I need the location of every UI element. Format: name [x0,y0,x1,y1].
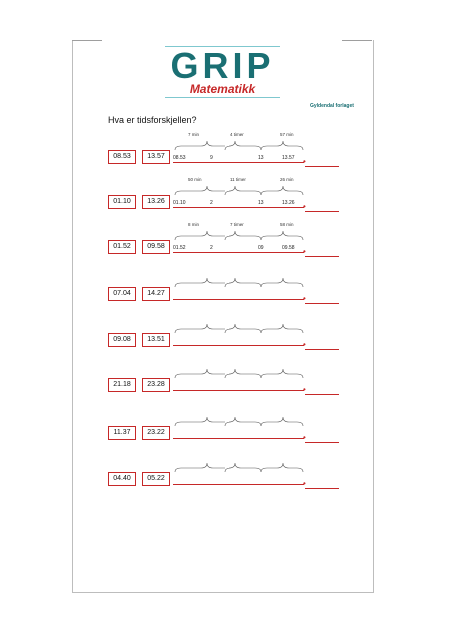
time-braces [173,321,305,339]
timeline [173,299,304,300]
answer-line[interactable] [305,303,339,304]
exercise-row [0,378,455,418]
time-braces [173,460,305,478]
timeline [173,162,304,163]
time-braces [173,183,305,201]
start-time-box: 08.53 [108,150,136,164]
timeline [173,390,304,391]
answer-bullet-icon: • [303,247,306,256]
end-time-box: 23.22 [142,426,170,440]
time-braces [173,366,305,384]
answer-bullet-icon: • [303,294,306,303]
timeline-tick-label: 13 [258,200,264,206]
interval-label: 8 min [188,222,200,227]
brace-group-icon [173,322,305,334]
answer-bullet-icon: • [303,157,306,166]
end-time-box: 09.58 [142,240,170,254]
brace-group-icon [173,415,305,427]
end-time-box: 23.28 [142,378,170,392]
timeline [173,438,304,439]
time-braces [173,275,305,293]
answer-bullet-icon: • [303,385,306,394]
logo-rule-bottom [165,97,280,98]
timeline-tick-label: 2 [210,245,213,251]
timeline-tick-label: 13 [258,155,264,161]
answer-line[interactable] [305,349,339,350]
start-time-box: 01.52 [108,240,136,254]
answer-line[interactable] [305,211,339,212]
time-braces [173,228,305,246]
brace-group-icon [173,184,305,196]
end-time-box: 13.57 [142,150,170,164]
end-time-box: 13.51 [142,333,170,347]
timeline-tick-label: 08.53 [173,155,186,161]
brace-group-icon [173,461,305,473]
answer-bullet-icon: • [303,479,306,488]
start-time-box: 21.18 [108,378,136,392]
end-time-box: 05.22 [142,472,170,486]
brace-group-icon [173,276,305,288]
logo-subtitle: Matematikk [189,82,256,96]
brace-group-icon [173,229,305,241]
end-time-box: 13.26 [142,195,170,209]
answer-line[interactable] [305,394,339,395]
interval-label: 58 min [280,222,294,227]
timeline [173,484,304,485]
start-time-box: 07.04 [108,287,136,301]
answer-line[interactable] [305,488,339,489]
answer-line[interactable] [305,256,339,257]
timeline-tick-label: 2 [210,200,213,206]
grip-logo [165,46,280,98]
worksheet-heading: Hva er tidsforskjellen? [108,115,197,125]
crop-mark-top-right [342,40,372,41]
end-time-box: 14.27 [142,287,170,301]
start-time-box: 11.37 [108,426,136,440]
time-braces [173,138,305,156]
start-time-box: 09.08 [108,333,136,347]
time-braces [173,414,305,432]
exercise-row [0,472,455,512]
timeline-tick-label: 09 [258,245,264,251]
logo-wordmark: GRIP [170,45,275,86]
timeline-tick-label: 01.10 [173,200,186,206]
interval-label: 50 min [188,177,202,182]
brace-group-icon [173,139,305,151]
interval-label: 57 min [280,132,294,137]
interval-label: 11 timer [230,177,246,182]
interval-label: 7 min [188,132,200,137]
exercise-row [0,222,455,280]
brace-group-icon [173,367,305,379]
start-time-box: 01.10 [108,195,136,209]
timeline-tick-label: 13.57 [282,155,295,161]
answer-bullet-icon: • [303,202,306,211]
timeline-tick-label: 13.26 [282,200,295,206]
timeline [173,207,304,208]
answer-line[interactable] [305,166,339,167]
answer-bullet-icon: • [303,433,306,442]
timeline [173,252,304,253]
interval-label: 26 min [280,177,294,182]
timeline [173,345,304,346]
timeline-tick-label: 9 [210,155,213,161]
interval-label: 7 timer [230,222,244,227]
interval-label: 4 timer [230,132,244,137]
start-time-box: 04.40 [108,472,136,486]
answer-line[interactable] [305,442,339,443]
crop-mark-top-left [72,40,102,41]
timeline-tick-label: 09.58 [282,245,295,251]
timeline-tick-label: 01.52 [173,245,186,251]
answer-bullet-icon: • [303,340,306,349]
publisher-mark: Gyldendal forlaget [310,103,354,109]
